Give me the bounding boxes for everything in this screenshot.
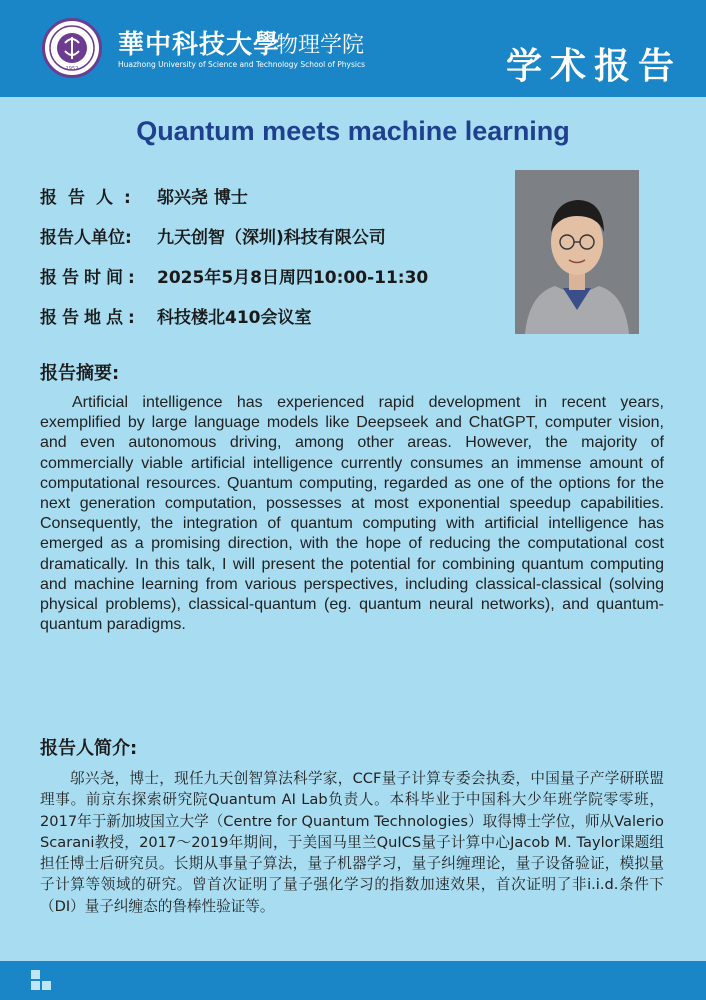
decor-square (42, 981, 51, 990)
header-bar (0, 0, 706, 97)
svg-text:1952: 1952 (65, 66, 79, 72)
decor-square (31, 981, 40, 990)
speaker-row (40, 183, 428, 223)
abstract-heading: 报告摘要: (40, 363, 120, 384)
time-label: 报告时间: (40, 268, 140, 288)
bio-heading: 报告人简介: (40, 738, 138, 759)
talk-info (40, 183, 428, 343)
affiliation-row (40, 223, 428, 263)
speaker-value: 邬兴尧 博士 (157, 188, 248, 208)
place-value: 科技楼北410会议室 (157, 308, 312, 328)
report-label: 学术报告 (505, 45, 682, 87)
university-name-en: Huazhong University of Science and Technology School of Physics (118, 60, 365, 69)
place-label: 报告地点: (40, 308, 140, 328)
decor-square (31, 970, 40, 979)
speaker-photo (515, 170, 639, 334)
university-name-cn: 華中科技大學 (118, 30, 281, 60)
affiliation-value: 九天创智（深圳)科技有限公司 (157, 228, 386, 248)
university-logo (42, 18, 102, 78)
bio-text: 邬兴尧，博士，现任九天创智算法科学家，CCF量子计算专委会执委，中国量子产学研联盟理事。前京东探索研究院Quantum AI Lab负责人。本科毕业于中国科大少年班学院零零班，2017年于新加坡国立大学（Centre for Quantum Technologies）取得博士学位，师从Valerio Scarani教授，2017～2019年期间，于美国马里兰QuICS量子计算中心Jacob M. Taylor课题组担任博士后研究员。长期从事量子算法，量子机器学习，量子纠缠理论，量子设备验证，模拟量子计算等领域的研究。曾首次证明了量子强化学习的指数加速效果，首次证明了非i.i.d.条件下（DI）量子纠缠态的鲁棒性验证等。 (40, 770, 664, 915)
abstract-text: Artificial intelligence has experienced rapid development in recent years, exemplified by large language models like Deepseek and ChatGPT, computer vision, and even autonomous driving, among other areas. However, the majority of commercially viable artificial intelligence currently consumes an immense amount of computational resources. Quantum computing, regarded as one of the options for the next generation computation, possesses at most exponential speedup capabilities. Consequently, the integration of quantum computing with artificial intelligence has emerged as a promising direction, with the hope of reducing the computational cost dramatically. In this talk, I will present the potential for combining quantum computing and machine learning from various perspectives, including classical-classical (solving physical problems), classical-quantum (eg. quantum neural networks), and quantum-quantum paradigms. (40, 394, 664, 634)
speaker-label: 报告人: (40, 188, 142, 208)
affiliation-label: 报告人单位: (40, 228, 132, 248)
footer-bar (0, 961, 706, 1000)
department-name-cn: 物理学院 (276, 33, 365, 58)
place-row (40, 303, 428, 343)
time-value: 2025年5月8日周四10:00-11:30 (157, 268, 429, 288)
talk-title: Quantum meets machine learning (136, 116, 570, 146)
time-row (40, 263, 428, 303)
